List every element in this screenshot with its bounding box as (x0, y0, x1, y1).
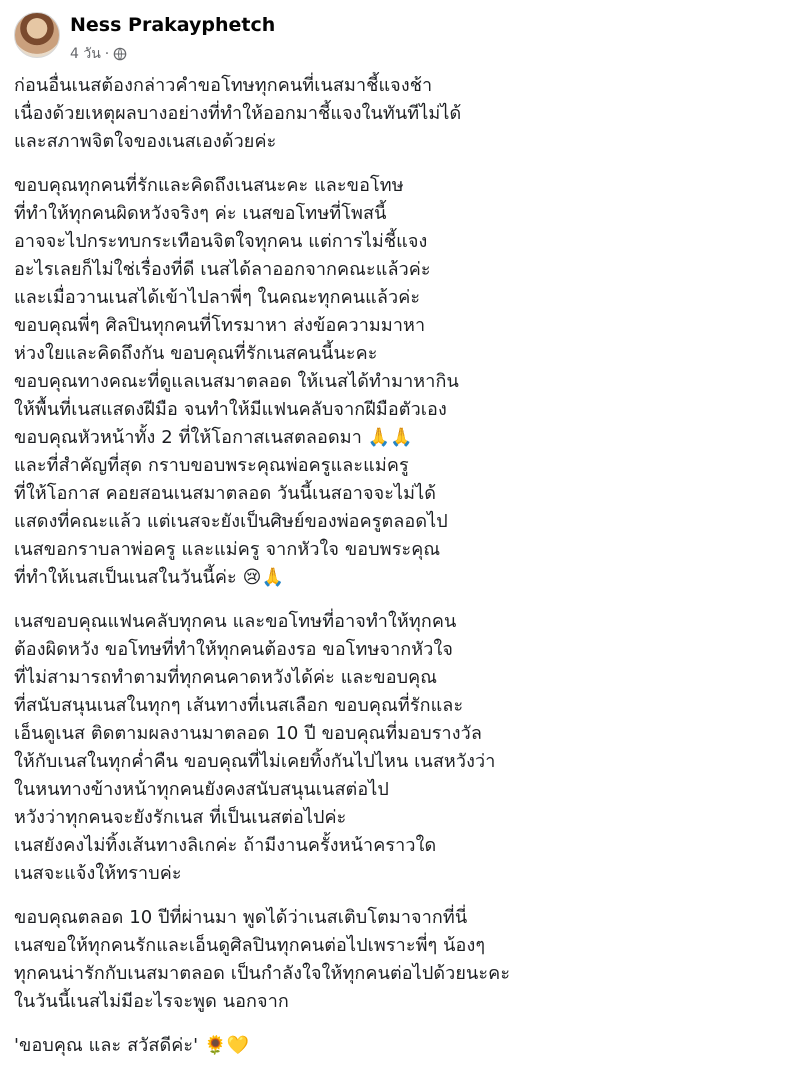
post-text-line: แสดงที่คณะแล้ว แต่เนสจะยังเป็นศิษย์ของพ่อครูตลอดไป (14, 511, 448, 532)
post-paragraph (14, 172, 784, 592)
post-text-line: ขอบคุณพี่ๆ ศิลปินทุกคนที่โทรมาหา ส่งข้อความมาหา (14, 315, 426, 336)
post-text-line: ในวันนี้เนสไม่มีอะไรจะพูด นอกจาก (14, 991, 289, 1012)
post-text-line: ที่สนับสนุนเนสในทุกๆ เส้นทางที่เนสเลือก ขอบคุณที่รักและ (14, 695, 464, 716)
post-text-line: เนสขอให้ทุกคนรักและเอ็นดูศิลปินทุกคนต่อไปเพราะพี่ๆ น้องๆ (14, 935, 486, 956)
post-text-line: ในหนทางข้างหน้าทุกคนยังคงสนับสนุนเนสต่อไป (14, 779, 389, 800)
post-paragraph (14, 1032, 784, 1060)
post-text-line: อะไรเลยก็ไม่ใช่เรื่องที่ดี เนสได้ลาออกจากคณะแล้วค่ะ (14, 259, 431, 280)
post-text-line: ขอบคุณทางคณะที่ดูแลเนสมาตลอด ให้เนสได้ทำมาหากิน (14, 371, 459, 392)
post-header (14, 12, 784, 72)
post-text-line: ที่ทำให้ทุกคนผิดหวังจริงๆ ค่ะ เนสขอโทษที่โพสนี้ (14, 203, 387, 224)
post-time[interactable]: 4 วัน (70, 46, 101, 62)
post-text-line: ให้กับเนสในทุกค่ำคืน ขอบคุณที่ไม่เคยทิ้งกันไปไหน เนสหวังว่า (14, 751, 496, 772)
post-text-line: ขอบคุณตลอด 10 ปีที่ผ่านมา พูดได้ว่าเนสเติบโตมาจากที่นี่ (14, 907, 468, 928)
post-paragraph (14, 608, 784, 888)
post-text-line: ขอบคุณหัวหน้าทั้ง 2 ที่ให้โอกาสเนสตลอดมา 🙏🙏 (14, 427, 413, 448)
author-avatar[interactable] (14, 12, 60, 58)
post-text-line: เนสขอกราบลาพ่อครู และแม่ครู จากหัวใจ ขอบพระคุณ (14, 539, 441, 560)
post-text-line: และที่สำคัญที่สุด กราบขอบพระคุณพ่อครูและแม่ครู (14, 455, 409, 476)
post-text-line: ต้องผิดหวัง ขอโทษที่ทำให้ทุกคนต้องรอ ขอโทษจากหัวใจ (14, 639, 453, 660)
post-text-line: ขอบคุณทุกคนที่รักและคิดถึงเนสนะคะ และขอโทษ (14, 175, 404, 196)
post-paragraph (14, 72, 784, 156)
post-text-line: ก่อนอื่นเนสต้องกล่าวคำขอโทษทุกคนที่เนสมาชี้แจงช้า (14, 75, 433, 96)
post-text-line: ให้พื้นที่เนสแสดงฝีมือ จนทำให้มีแฟนคลับจากฝีมือตัวเอง (14, 399, 447, 420)
post-text-line: และสภาพจิตใจของเนสเองด้วยค่ะ (14, 131, 277, 152)
post-text-line: ที่ไม่สามารถทำตามที่ทุกคนคาดหวังได้ค่ะ และขอบคุณ (14, 667, 438, 688)
post-meta (70, 43, 127, 65)
post-text-line: ที่ทำให้เนสเป็นเนสในวันนี้ค่ะ 😢🙏 (14, 567, 284, 588)
post-text-line: และเมื่อวานเนสได้เข้าไปลาพี่ๆ ในคณะทุกคนแล้วค่ะ (14, 287, 421, 308)
meta-separator: · (104, 46, 110, 62)
post-text-line: อาจจะไปกระทบกระเทือนจิตใจทุกคน แต่การไม่ชี้แจง (14, 231, 428, 252)
post-text-line: ห่วงใยและคิดถึงกัน ขอบคุณที่รักเนสคนนี้นะคะ (14, 343, 378, 364)
post-text-line: ที่ให้โอกาส คอยสอนเนสมาตลอด วันนี้เนสอาจจะไม่ได้ (14, 483, 437, 504)
post-text-line: ทุกคนน่ารักกับเนสมาตลอด เป็นกำลังใจให้ทุกคนต่อไปด้วยนะคะ (14, 963, 511, 984)
post-text-line: เนื่องด้วยเหตุผลบางอย่างที่ทำให้ออกมาชี้แจงในทันทีไม่ได้ (14, 103, 462, 124)
post-text-line: เนสจะแจ้งให้ทราบค่ะ (14, 863, 182, 884)
post-body (14, 72, 784, 1076)
post-text-line: เอ็นดูเนส ติดตามผลงานมาตลอด 10 ปี ขอบคุณที่มอบรางวัล (14, 723, 482, 744)
post-text-line: หวังว่าทุกคนจะยังรักเนส ที่เป็นเนสต่อไปค่ะ (14, 807, 347, 828)
author-name[interactable]: Ness Prakayphetch (70, 14, 276, 36)
post-text-line: เนสยังคงไม่ทิ้งเส้นทางลิเกค่ะ ถ้ามีงานครั้งหน้าคราวใด (14, 835, 437, 856)
globe-icon (113, 47, 127, 61)
post-text-line: 'ขอบคุณ และ สวัสดีค่ะ' 🌻💛 (14, 1035, 250, 1056)
post-paragraph (14, 904, 784, 1016)
post-text-line: เนสขอบคุณแฟนคลับทุกคน และขอโทษที่อาจทำให้ทุกคน (14, 611, 457, 632)
